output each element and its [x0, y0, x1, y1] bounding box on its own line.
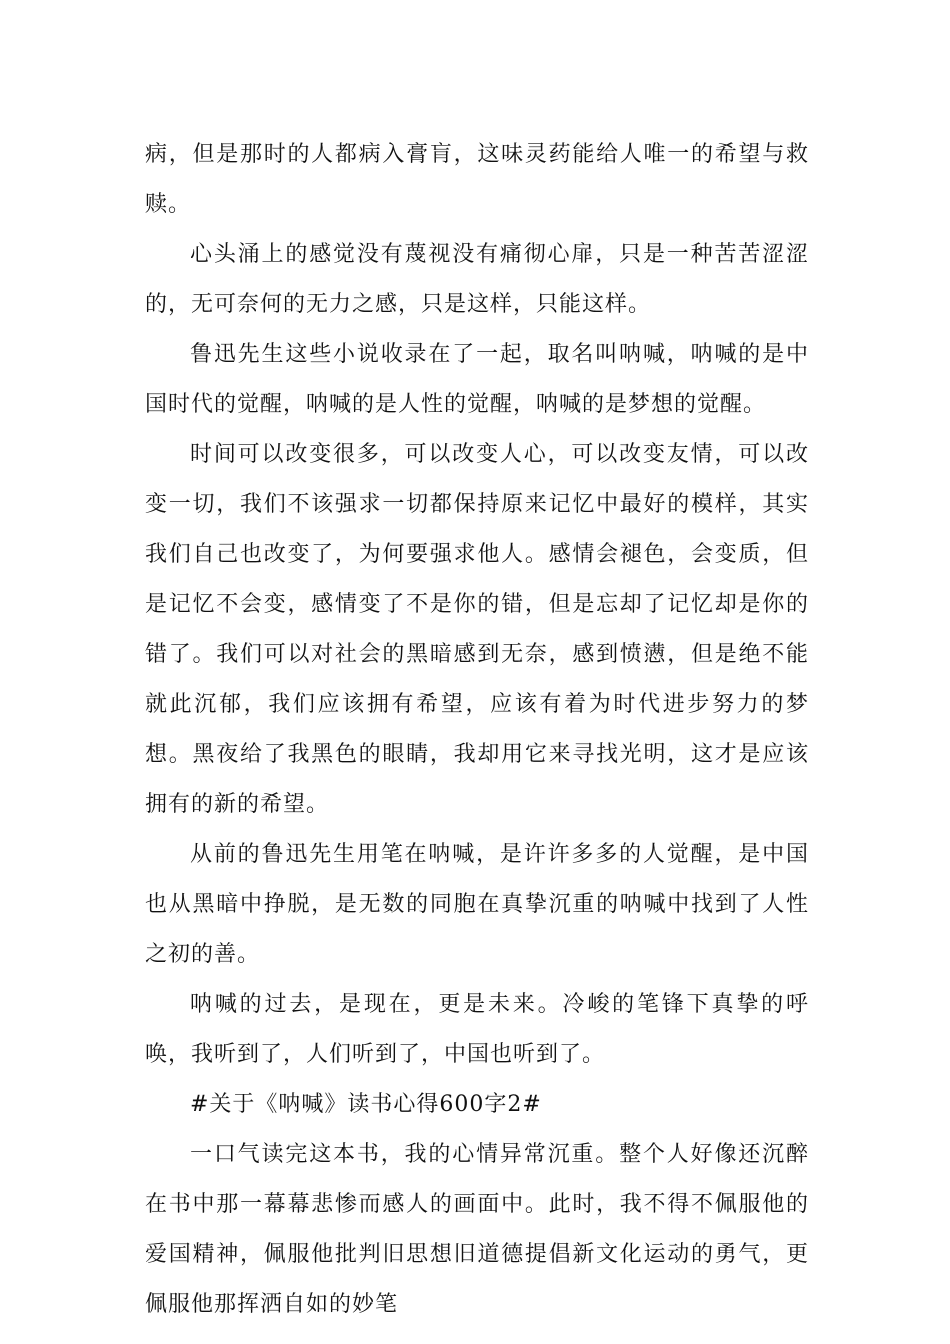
paragraph-6: 呐喊的过去，是现在，更是未来。冷峻的笔锋下真挚的呼唤，我听到了，人们听到了，中国也听到了。: [145, 992, 809, 1067]
paragraph-5: 从前的鲁迅先生用笔在呐喊，是许许多多的人觉醒，是中国也从黑暗中挣脱，是无数的同胞在真挚沉重的呐喊中找到了人性之初的善。: [145, 842, 809, 967]
section-heading: #关于《呐喊》读书心得600字2#: [190, 1092, 542, 1117]
document-body: [145, 130, 809, 1330]
paragraph-3: 鲁迅先生这些小说收录在了一起，取名叫呐喊，呐喊的是中国时代的觉醒，呐喊的是人性的觉醒，呐喊的是梦想的觉醒。: [145, 342, 809, 417]
paragraph-4: 时间可以改变很多，可以改变人心，可以改变友情，可以改变一切，我们不该强求一切都保持原来记忆中最好的模样，其实我们自己也改变了，为何要强求他人。感情会褪色，会变质，但是记忆不会变，感情变了不是你的错，但是忘却了记忆却是你的错了。我们可以对社会的黑暗感到无奈，感到愤懑，但是绝不能就此沉郁，我们应该拥有希望，应该有着为时代进步努力的梦想。黑夜给了我黑色的眼睛，我却用它来寻找光明，这才是应该拥有的新的希望。: [145, 442, 809, 817]
paragraph-7: 一口气读完这本书，我的心情异常沉重。整个人好像还沉醉在书中那一幕幕悲惨而感人的画面中。此时，我不得不佩服他的爱国精神，佩服他批判旧思想旧道德提倡新文化运动的勇气，更佩服他那挥洒自如的妙笔: [145, 1142, 809, 1317]
paragraph-1: 病，但是那时的人都病入膏肓，这味灵药能给人唯一的希望与救赎。: [145, 142, 809, 217]
paragraph-2: 心头涌上的感觉没有蔑视没有痛彻心扉，只是一种苦苦涩涩的，无可奈何的无力之感，只是这样，只能这样。: [145, 242, 809, 317]
